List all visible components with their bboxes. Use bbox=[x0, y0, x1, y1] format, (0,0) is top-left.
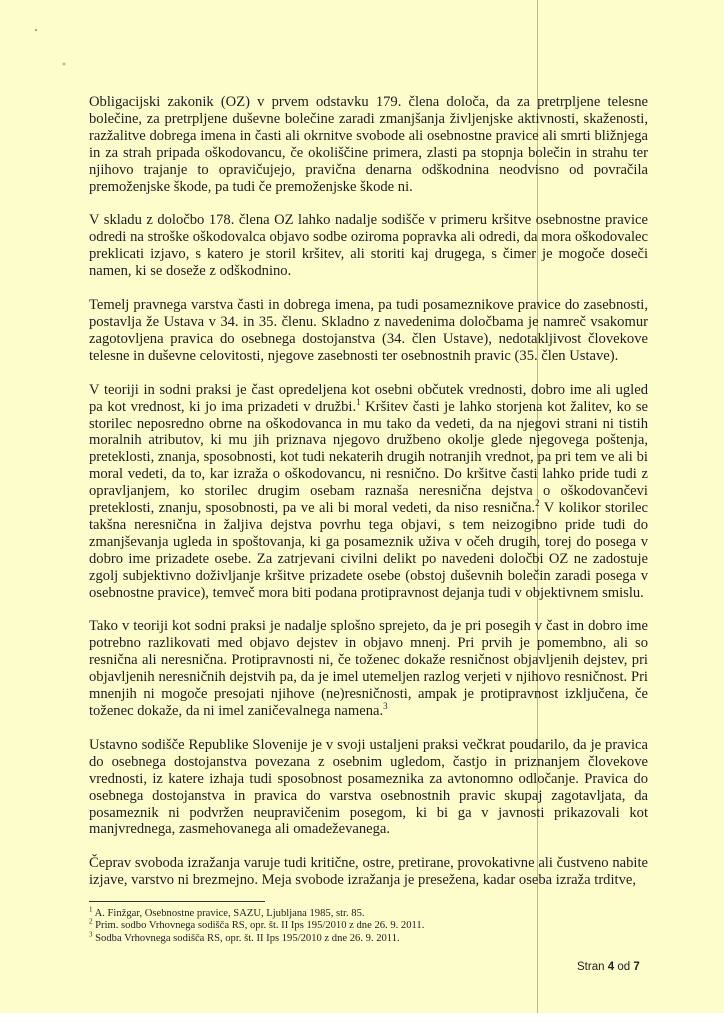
footnotes bbox=[89, 905, 489, 945]
paragraph bbox=[89, 382, 648, 602]
footnote-ref[interactable]: 1 bbox=[356, 396, 361, 407]
footnote-ref[interactable]: 3 bbox=[383, 701, 388, 712]
paragraph: Temelj pravnega varstva časti in dobrega imena, pa tudi posameznikove pravice do zasebnosti, postavlja že Ustava v 34. in 35. členu. Skladno z navedenima določbama je namreč vsakomur zagotovljena pravica do osebnega dostojanstva (34. člen Ustave), nedotakljivost človekove telesne in duševne celovitosti, njegove zasebnosti ter osebnostnih pravic (35. člen Ustave). bbox=[89, 297, 648, 364]
footnote bbox=[89, 930, 489, 945]
paragraph-text: Tako v teoriji kot sodni praksi je nadalje splošno sprejeto, da je pri posegih v čast in dobro ime potrebno razlikovati med objavo dejstev in objavo mnenj. Pri prvih je pomembno, ali so resnična ali neresnična. Protipravnosti ni, če toženec dokaže resničnost objavljenih dejstev, pri objavljenih neresničnih dejstvih pa, da je imel utemeljen razlog verjeti v njihovo resničnost. Pri mnenjih ni mogoče presojati njihove (ne)resničnosti, ampak je protipravnost izključena, če toženec dokaže, da ni imel zaničevalnega namena. bbox=[89, 618, 648, 719]
page-number-current: 4 bbox=[607, 961, 615, 973]
footnote bbox=[89, 905, 489, 920]
paragraph: V skladu z določbo 178. člena OZ lahko nadalje sodišče v primeru kršitve osebnostne pravice odredi na stroške oškodovalca objavo sodbe oziroma popravka ali odredi, da mora oškodovalec preklicati izjavo, s katero je storil kršitev, ali storiti kaj drugega, s čimer je mogoče doseči namen, ki se doseže z odškodnino. bbox=[89, 212, 648, 280]
document-body bbox=[89, 94, 648, 906]
footnote-number: 2 bbox=[89, 917, 93, 926]
paragraph-text: V kolikor storilec takšna neresnična in žaljiva dejstva povrhu tega objavi, s tem neizogibno pride tudi do zmanjševanja ugleda in spoštovanja, ki ga posameznik uživa v očeh drugih, torej do posega v dobro ime prizadete osebe. Za zatrjevani civilni delikt po navedeni določbi OZ ne zadostuje zgolj subjektivno doživljanje kršitve prizadete osebe (obstoj duševnih bolečin zaradi posega v osebnostne pravice), temveč mora biti podana protipravnost dejanja tudi v objektivnem smislu. bbox=[89, 500, 648, 601]
footnote-text: A. Finžgar, Osebnostne pravice, SAZU, Ljubljana 1985, str. 85. bbox=[94, 908, 365, 919]
footnote bbox=[89, 917, 489, 932]
paragraph bbox=[89, 618, 648, 719]
footnote-separator bbox=[89, 901, 265, 902]
page-number-separator: od bbox=[617, 961, 631, 973]
footnote-ref[interactable]: 2 bbox=[535, 498, 540, 509]
paragraph: Obligacijski zakonik (OZ) v prvem odstavku 179. člena določa, da za pretrpljene telesne bolečine, za pretrpljene duševne bolečine zaradi zmanjšanja življenjske aktivnosti, skaženosti, razžalitve dobrega imena in časti ali okrnitve svobode ali osebnostne pravice ali smrti bližnjega in za strah pripada oškodovancu, če okoliščine primera, zlasti pa stopnja bolečin in strahu ter njihovo trajanje to opravičujejo, pravična denarna odškodnina neodvisno od povračila premoženjske škode, pa tudi če premoženjske škode ni. bbox=[89, 94, 648, 195]
page-number-prefix: Stran bbox=[577, 961, 605, 973]
footnote-text: Sodba Vrhovnega sodišča RS, opr. št. II Ips 195/2010 z dne 26. 9. 2011. bbox=[95, 932, 400, 944]
footnote-number: 1 bbox=[89, 905, 93, 914]
scan-speck bbox=[35, 29, 37, 31]
footnote-number: 3 bbox=[89, 930, 93, 939]
scan-speck bbox=[63, 63, 65, 65]
paragraph: Čeprav svoboda izražanja varuje tudi kritične, ostre, pretirane, provokativne ali čustveno nabite izjave, varstvo ni brezmejno. Meja svobode izražanja je presežena, kadar oseba izraža trditve, bbox=[89, 855, 648, 889]
paragraph: Ustavno sodišče Republike Slovenije je v svoji ustaljeni praksi večkrat poudarilo, da je pravica do osebnega dostojanstva povezana z osebnim ugledom, častjo in priznanjem človekove vrednosti, iz katere izhaja tudi sposobnost posameznika za avtonomno odločanje. Pravica do osebnega dostojanstva in pravica do varstva osebnostnih pravic skupaj zagotavljata, da posameznik ni podvržen neupravičenim posegom, ki bi ga v javnosti prikazovali kot manjvrednega, zasmehovanega ali omadeževanega. bbox=[89, 736, 648, 838]
footnote-text: Prim. sodbo Vrhovnega sodišča RS, opr. št. II Ips 195/2010 z dne 26. 9. 2011. bbox=[95, 920, 425, 932]
page-number bbox=[577, 961, 640, 973]
page-number-total: 7 bbox=[633, 961, 640, 973]
paragraph-text: V teoriji in sodni praksi je čast opredeljena kot osebni občutek vrednosti, dobro ime ali ugled pa kot vrednost, ki jo ima prizadeti v družbi. bbox=[89, 381, 648, 415]
paragraph-text: Kršitev časti je lahko storjena kot žalitev, ko se storilec neposredno obrne na oškodovanca in mu tako da vedeti, da na njegovi strani ni tistih moralnih atributov, ki mu jih priznava njegovo družbeno okolje glede njegovega poštenja, preteklosti, znanja, sposobnosti, kot tudi nekaterih drugih notranjih vrednot, pa pri tem ve ali bi moral vedeti, da to, kar izraža o oškodovancu, ni resnično. Do kršitve časti lahko pride tudi z opravljanjem, ko storilec drugim osebam raznaša neresnična dejstva o oškodovančevi preteklosti, znanju, sposobnosti, pa ve ali bi moral vedeti, da niso resnična. bbox=[89, 398, 648, 517]
